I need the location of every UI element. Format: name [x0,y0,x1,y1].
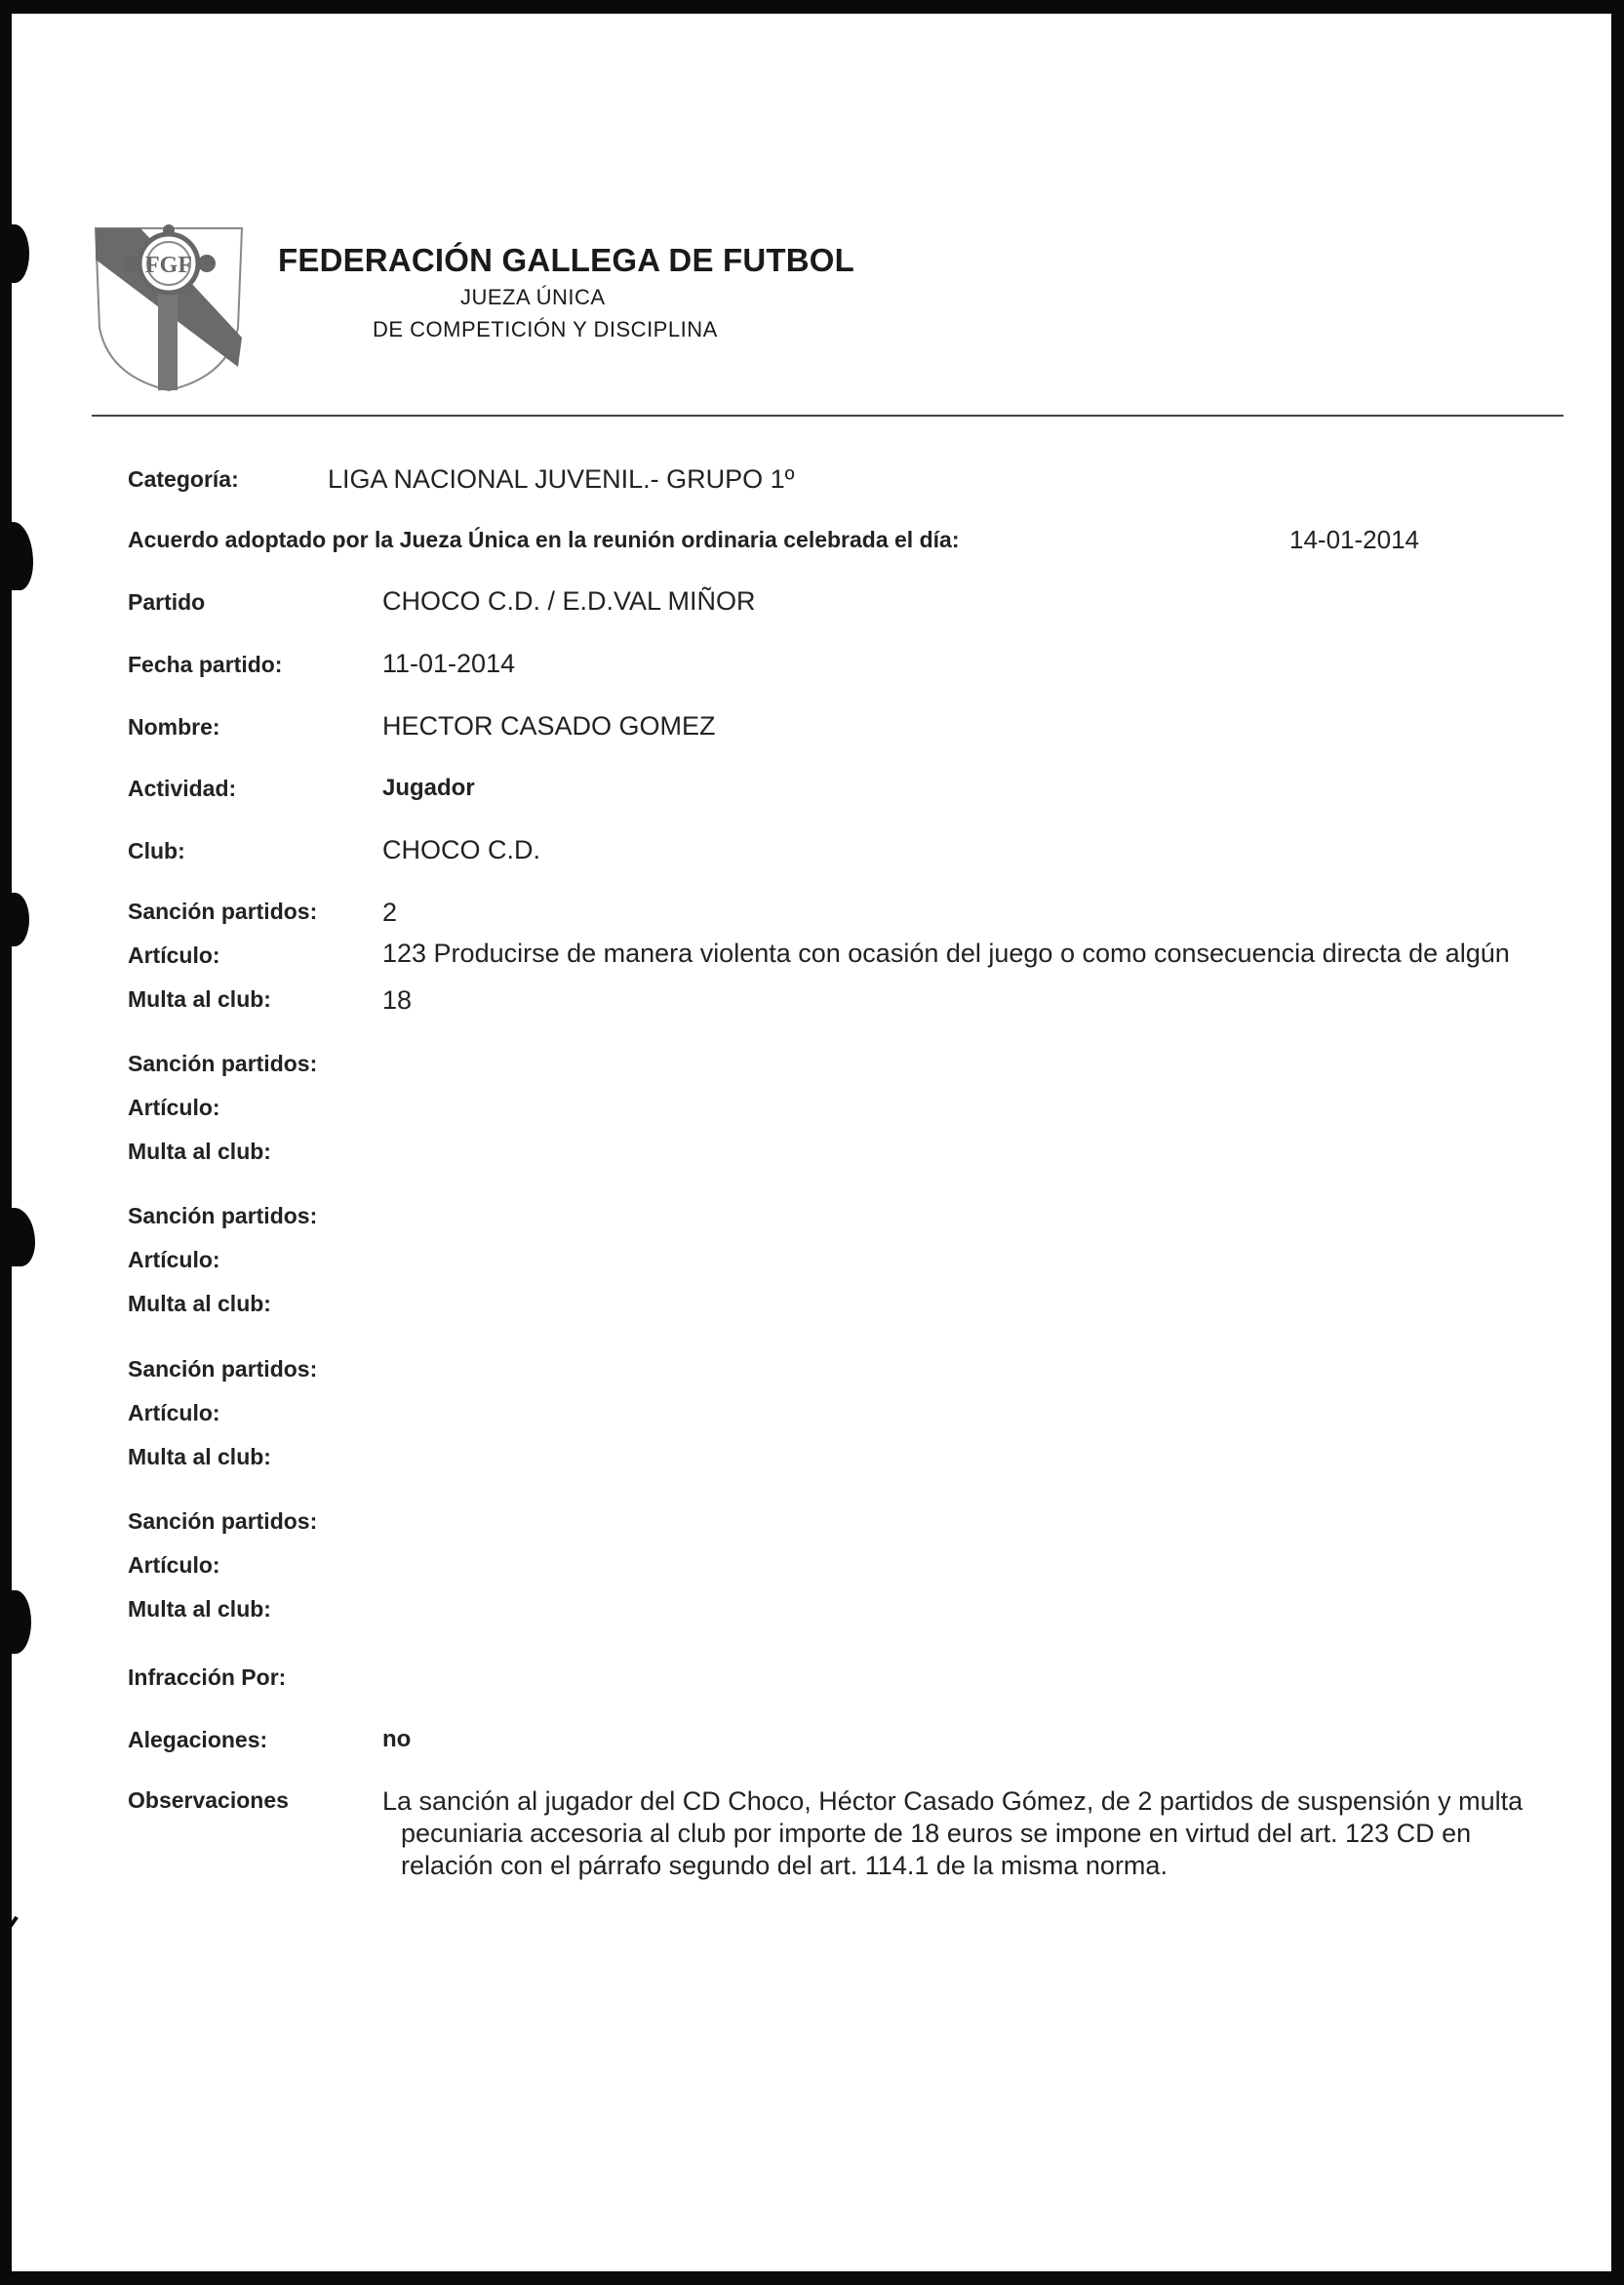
club-label: Club: [128,838,185,863]
fecha-label: Fecha partido: [128,652,283,677]
multa-label: Multa al club: [128,1444,271,1469]
multa-label: Multa al club: [128,1291,271,1316]
articulo-label: Artículo: [128,1247,220,1272]
actividad-value: Jugador [382,775,475,801]
articulo-label: Artículo: [128,1095,220,1120]
articulo-label: Artículo: [128,1552,220,1578]
observaciones-line: relación con el párrafo segundo del art. 114.1 de la misma norma. [401,1851,1168,1880]
subtitle-line1: JUEZA ÚNICA [460,285,606,309]
header-divider [92,415,1564,417]
observaciones-line: La sanción al jugador del CD Choco, Héctor Casado Gómez, de 2 partidos de suspensión y multa [382,1786,1524,1816]
scan-mark [0,893,29,946]
alegaciones-value: no [382,1726,412,1752]
logo-text: FGF [145,253,192,278]
multa-label: Multa al club: [128,1139,271,1164]
observaciones-text [382,1785,1582,1882]
articulo-label: Artículo: [128,1400,220,1425]
sancion-label: Sanción partidos: [128,1356,318,1382]
infraccion-label: Infracción Por: [128,1664,287,1690]
nombre-label: Nombre: [128,714,220,740]
sancion-label: Sanción partidos: [128,899,318,924]
acuerdo-date: 14-01-2014 [1289,525,1419,554]
scan-mark [0,224,29,283]
subtitle-line2: DE COMPETICIÓN Y DISCIPLINA [373,317,718,341]
multa-label: Multa al club: [128,1596,271,1622]
federation-title: FEDERACIÓN GALLEGA DE FUTBOL [278,242,855,278]
federation-logo [92,220,246,392]
articulo-value: 123 Producirse de manera violenta con ocasión del juego o como consecuencia directa de algún [382,939,1510,968]
sancion-value: 2 [382,898,398,927]
document-page [12,14,1611,2271]
categoria-label: Categoría: [128,466,239,492]
sancion-label: Sanción partidos: [128,1203,318,1228]
nombre-value: HECTOR CASADO GOMEZ [382,711,716,741]
partido-label: Partido [128,589,206,615]
actividad-label: Actividad: [128,776,237,801]
sancion-label: Sanción partidos: [128,1051,318,1076]
scan-mark [0,1590,31,1654]
observaciones-line: pecuniaria accesoria al club por importe de 18 euros se impone en virtud del art. 123 CD en [401,1819,1472,1848]
alegaciones-label: Alegaciones: [128,1727,268,1752]
fecha-value: 11-01-2014 [382,649,516,678]
sancion-label: Sanción partidos: [128,1508,318,1534]
partido-value: CHOCO C.D. / E.D.VAL MIÑOR [382,586,756,616]
articulo-label: Artículo: [128,942,220,968]
multa-value: 18 [382,985,413,1015]
categoria-value: LIGA NACIONAL JUVENIL.- GRUPO 1º [328,464,795,494]
observaciones-label: Observaciones [128,1787,289,1813]
acuerdo-label: Acuerdo adoptado por la Jueza Única en la reunión ordinaria celebrada el día: [128,527,960,552]
multa-label: Multa al club: [128,986,271,1012]
club-value: CHOCO C.D. [382,835,540,864]
